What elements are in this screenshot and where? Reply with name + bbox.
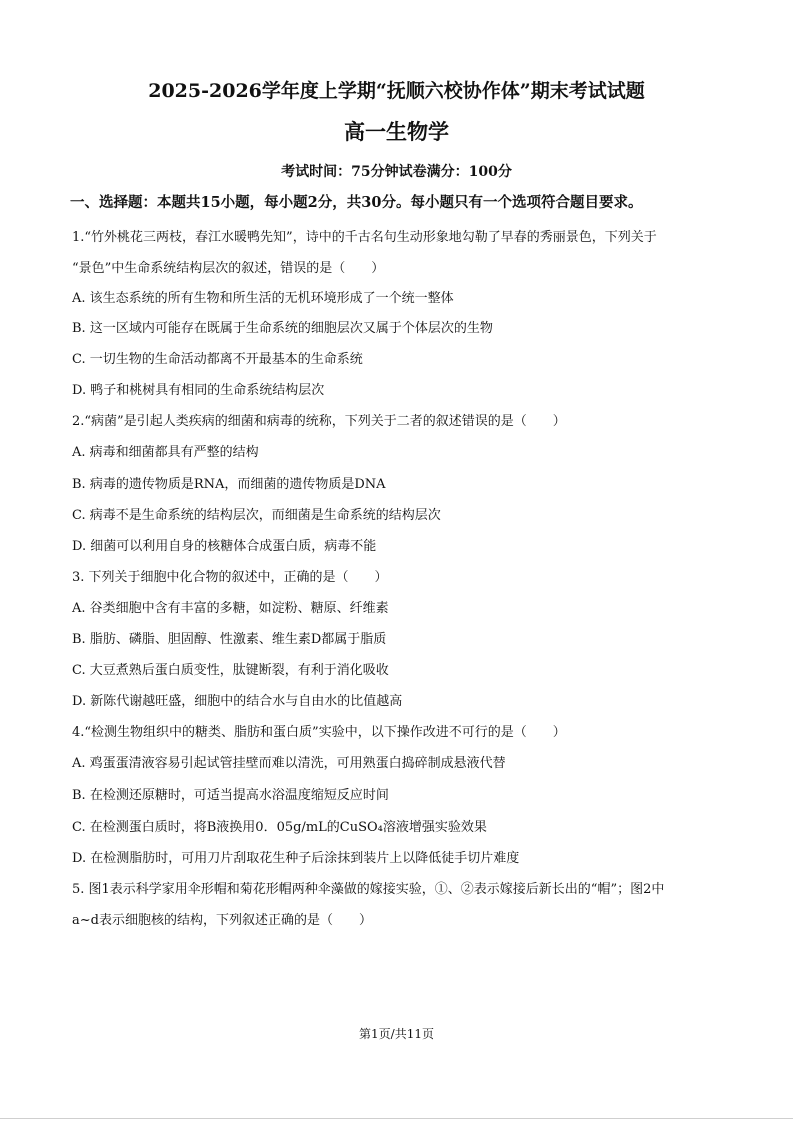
exam-meta: 考试时间：75分钟试卷满分：100分 bbox=[281, 164, 512, 180]
question-1-option-b: B. 这一区域内可能存在既属于生命系统的细胞层次又属于个体层次的生物 bbox=[72, 321, 493, 336]
question-3-option-c: C. 大豆煮熟后蛋白质变性，肽键断裂，有利于消化吸收 bbox=[72, 663, 389, 678]
question-3-option-a: A. 谷类细胞中含有丰富的多糖，如淀粉、糖原、纤维素 bbox=[72, 601, 389, 616]
question-1-option-a: A. 该生态系统的所有生物和所生活的无机环境形成了一个统一整体 bbox=[72, 291, 454, 306]
question-1-option-c: C. 一切生物的生命活动都离不开最基本的生命系统 bbox=[72, 352, 363, 367]
question-2-option-b: B. 病毒的遗传物质是RNA，而细菌的遗传物质是DNA bbox=[72, 477, 386, 492]
subject-title: 高一生物学 bbox=[344, 119, 449, 144]
question-1-option-d: D. 鸭子和桃树具有相同的生命系统结构层次 bbox=[72, 383, 325, 398]
question-3-option-d: D. 新陈代谢越旺盛，细胞中的结合水与自由水的比值越高 bbox=[72, 694, 403, 709]
question-2-option-d: D. 细菌可以利用自身的核糖体合成蛋白质，病毒不能 bbox=[72, 539, 377, 554]
exam-title: 2025-2026学年度上学期“抚顺六校协作体”期末考试试题 bbox=[148, 80, 645, 102]
question-2-option-a: A. 病毒和细菌都具有严整的结构 bbox=[72, 445, 259, 460]
question-2-stem: 2.“病菌”是引起人类疾病的细菌和病毒的统称，下列关于二者的叙述错误的是（ ） bbox=[72, 414, 566, 429]
question-3-stem: 3. 下列关于细胞中化合物的叙述中，正确的是（ ） bbox=[72, 570, 388, 585]
question-4-option-b: B. 在检测还原糖时，可适当提高水浴温度缩短反应时间 bbox=[72, 788, 389, 803]
question-5-stem-line-2: a~d表示细胞核的结构，下列叙述正确的是（ ） bbox=[72, 913, 372, 928]
question-3-option-b: B. 脂肪、磷脂、胆固醇、性激素、维生素D都属于脂质 bbox=[72, 632, 387, 647]
page-bottom-edge bbox=[0, 1118, 793, 1119]
section-heading: 一、选择题：本题共15小题，每小题2分，共30分。每小题只有一个选项符合题目要求。 bbox=[70, 194, 643, 211]
question-1-stem-line-2: “景色”中生命系统结构层次的叙述，错误的是（ ） bbox=[72, 261, 385, 276]
question-4-option-a: A. 鸡蛋蛋清液容易引起试管挂壁而难以清洗，可用熟蛋白捣碎制成悬液代替 bbox=[72, 756, 506, 771]
question-2-option-c: C. 病毒不是生命系统的结构层次，而细菌是生命系统的结构层次 bbox=[72, 508, 441, 523]
question-5-stem-line-1: 5. 图1表示科学家用伞形帽和菊花形帽两种伞藻做的嫁接实验，①、②表示嫁接后新长出的“帽”；图2中 bbox=[72, 882, 665, 897]
question-4-option-c: C. 在检测蛋白质时，将B液换用0．05g/mL的CuSO₄溶液增强实验效果 bbox=[72, 820, 487, 835]
question-1-stem-line-1: 1.“竹外桃花三两枝，春江水暖鸭先知”，诗中的千古名句生动形象地勾勒了早春的秀丽景色，下列关于 bbox=[72, 230, 657, 245]
question-4-option-d: D. 在检测脂肪时，可用刀片刮取花生种子后涂抹到装片上以降低徒手切片难度 bbox=[72, 851, 520, 866]
question-4-stem: 4.“检测生物组织中的糖类、脂肪和蛋白质”实验中，以下操作改进不可行的是（ ） bbox=[72, 725, 566, 740]
page-number: 第1页/共11页 bbox=[359, 1027, 434, 1041]
